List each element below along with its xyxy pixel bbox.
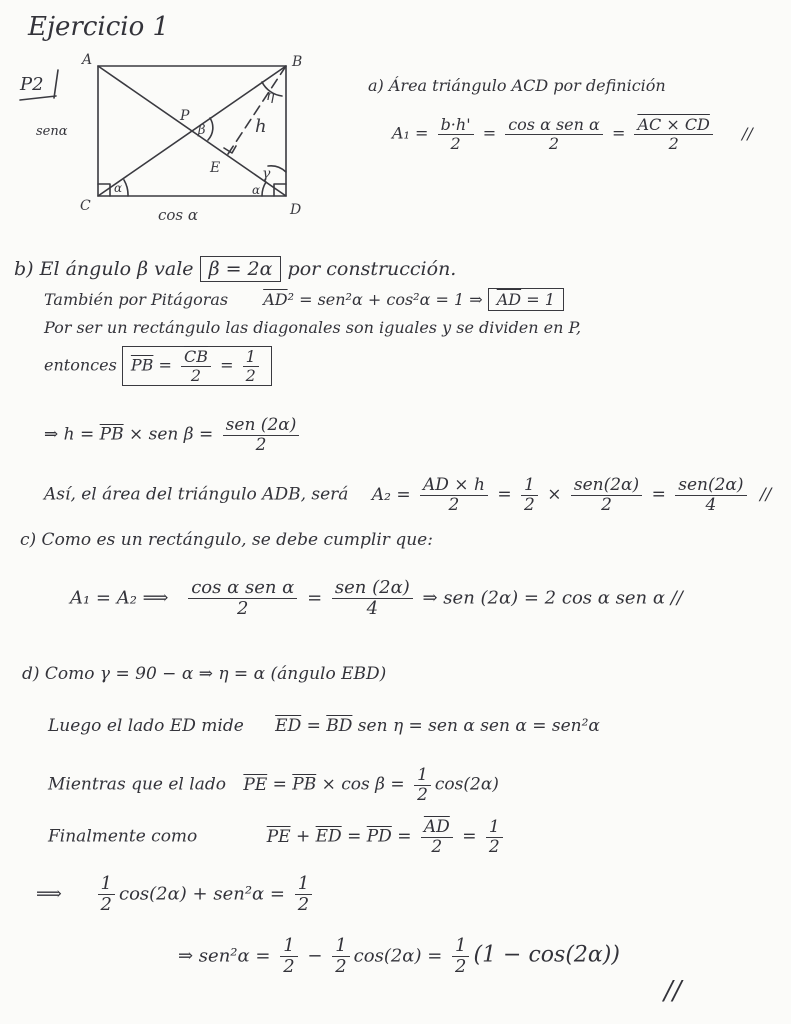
- segment-pb: $\overline{PB}$: [292, 774, 317, 795]
- segment-pb: $\overline{PB}$: [130, 355, 154, 375]
- frac-num: 1: [332, 936, 349, 957]
- final-end-mark: //: [664, 976, 682, 1006]
- frac-ad: [421, 818, 453, 856]
- angle-arc-beta: [208, 118, 213, 140]
- frac-area-3: [571, 476, 642, 514]
- end-mark: //: [759, 484, 772, 505]
- frac-den: 2: [601, 494, 612, 515]
- text: ⇒ sen²α =: [178, 945, 271, 967]
- frac-half: [243, 348, 259, 384]
- text: entonces: [44, 355, 117, 375]
- frac-den: 2: [245, 365, 256, 385]
- boxed-beta: β = 2α: [200, 256, 282, 282]
- text: =: [301, 716, 327, 736]
- frac-num: 1: [243, 348, 259, 367]
- page-title: Ejercicio 1: [28, 12, 170, 42]
- part-d-line-6: [178, 936, 620, 977]
- frac-den: 2: [455, 955, 467, 977]
- frac-half: [280, 936, 297, 977]
- frac-h: [223, 416, 300, 454]
- text: +: [290, 826, 316, 847]
- segment-ed: $\overline{ED}$: [275, 716, 302, 736]
- equals-sign: =: [158, 355, 172, 375]
- label-gamma: γ: [262, 166, 271, 182]
- margin-tag: P2: [20, 74, 44, 95]
- part-d-line-5: [36, 874, 316, 915]
- frac-num: $\overline{CB}$: [181, 348, 211, 367]
- text: × cos β =: [316, 774, 405, 795]
- frac-area-1: [420, 476, 488, 514]
- text: ×: [547, 484, 562, 505]
- text: =: [341, 826, 367, 847]
- part-b-area-line: [44, 476, 771, 514]
- label-eta: η: [266, 88, 275, 104]
- equals-sign: =: [497, 484, 512, 505]
- text: por construcción.: [287, 258, 457, 280]
- end-mark: //: [670, 587, 683, 609]
- frac-num: AC × CD: [634, 116, 712, 135]
- part-d-line-3: [48, 766, 499, 804]
- frac-num: sen(2α): [675, 476, 746, 496]
- label-p: P: [180, 108, 190, 124]
- frac-den: 2: [297, 893, 310, 915]
- label-base-cos: cos α: [158, 206, 199, 224]
- angle-arc-gamma: [268, 166, 286, 172]
- frac-den: 2: [100, 893, 112, 915]
- segment-pb: $\overline{PB}$: [99, 424, 124, 445]
- frac-den: 2: [237, 597, 249, 619]
- frac-num: 1: [98, 874, 115, 895]
- segment-ad: $\overline{AD}$: [496, 290, 522, 309]
- text: ⇒ sen (2α) = 2 cos α sen α: [422, 587, 665, 609]
- frac-den: 2: [431, 836, 443, 857]
- part-c-line-1: c) Como es un rectángulo, se debe cumplir que:: [20, 530, 433, 550]
- part-c-equation: [70, 578, 683, 619]
- part-a-formula: [392, 116, 753, 152]
- frac-half: [486, 818, 503, 856]
- label-c: C: [80, 198, 91, 214]
- frac-num: 1: [521, 476, 538, 496]
- part-a-frac-1: [438, 116, 474, 152]
- text: =: [267, 774, 293, 795]
- end-mark: //: [741, 123, 753, 143]
- label-beta: β: [198, 123, 206, 138]
- frac-num: cos α sen α: [188, 578, 297, 599]
- text: sen η = sen α sen α = sen²α: [352, 716, 600, 736]
- equals-sign: =: [462, 826, 477, 847]
- part-a-heading: a) Área triángulo ACD por definición: [368, 76, 666, 95]
- implies-arrow: ⟹: [36, 883, 62, 905]
- boxed-ad: [488, 288, 564, 311]
- angle-arc-alpha-c: [124, 180, 128, 196]
- frac-den: 2: [190, 365, 202, 385]
- part-b-line-1: [14, 256, 456, 282]
- part-b-line-4: [44, 346, 272, 386]
- text: A₁ = A₂ ⟹: [70, 587, 169, 609]
- frac-area-2: [521, 476, 538, 514]
- part-b-line-2: [44, 288, 564, 311]
- frac-den: 4: [705, 494, 717, 515]
- label-d: D: [290, 202, 302, 218]
- equals-sign: =: [651, 484, 666, 505]
- text: cos(2α): [434, 774, 499, 795]
- frac-den: 4: [366, 597, 379, 619]
- angle-arc-alpha-d: [262, 182, 266, 196]
- part-a-lhs: A₁ =: [392, 123, 429, 143]
- equals-sign: =: [482, 123, 497, 143]
- text: A₂ =: [371, 484, 411, 505]
- frac-c-2: [332, 578, 413, 619]
- frac-num: 1: [280, 936, 297, 957]
- frac-area-4: [675, 476, 746, 514]
- label-alpha-d: α: [252, 183, 261, 197]
- frac-num: 1: [486, 818, 503, 838]
- frac-c-1: [188, 578, 297, 619]
- equals-sign: =: [307, 587, 323, 609]
- frac-half: [98, 874, 115, 915]
- frac-num: sen (2α): [223, 416, 300, 436]
- part-a-frac-2: [505, 116, 603, 152]
- frac-half: [452, 936, 469, 977]
- label-a: A: [82, 52, 93, 68]
- minus-sign: −: [307, 945, 323, 967]
- segment-ad: $\overline{AD}$: [263, 290, 288, 309]
- text: × sen β =: [129, 424, 214, 445]
- label-h: h: [255, 116, 267, 137]
- frac-num: 1: [414, 766, 431, 786]
- text: b) El ángulo β vale: [14, 258, 194, 280]
- frac-num: 1: [452, 936, 469, 957]
- frac-den: 2: [668, 133, 679, 153]
- text: cos(2α) + sen²α =: [119, 883, 285, 905]
- frac-num: sen (2α): [332, 578, 413, 599]
- frac-num: b·h': [438, 116, 474, 135]
- frac-den: 2: [283, 955, 295, 977]
- part-a-frac-3: [634, 116, 712, 152]
- frac-den: 2: [255, 434, 267, 455]
- frac-den: 2: [488, 836, 500, 857]
- margin-note: senα: [36, 124, 68, 139]
- frac-num: sen(2α): [571, 476, 642, 496]
- frac-half: [295, 874, 312, 915]
- segment-pd: $\overline{PD}$: [366, 826, 392, 847]
- label-e: E: [210, 160, 221, 176]
- part-d-line-4: [48, 818, 507, 856]
- segment-pe: $\overline{PE}$: [266, 826, 291, 847]
- equals-sign: =: [611, 123, 626, 143]
- frac-den: 2: [417, 784, 428, 805]
- text: Luego el lado ED mide: [48, 716, 244, 736]
- segment-ed: $\overline{ED}$: [315, 826, 342, 847]
- text: cos(2α) =: [353, 945, 443, 967]
- part-b-h-line: [44, 416, 303, 454]
- label-b: B: [292, 54, 303, 70]
- part-d-line-2: [48, 716, 600, 736]
- text: También por Pitágoras: [44, 290, 229, 309]
- text: =: [391, 826, 412, 847]
- part-b-line-3: Por ser un rectángulo las diagonales son iguales y se dividen en P,: [44, 318, 582, 337]
- equals-sign: =: [220, 355, 234, 375]
- part-d-line-1: d) Como γ = 90 − α ⇒ η = α (ángulo EBD): [22, 664, 387, 684]
- boxed-pb: [122, 346, 272, 386]
- frac-num: $\overline{AD}$: [421, 818, 453, 838]
- text: = 1: [521, 290, 555, 309]
- frac-den: 2: [523, 494, 535, 515]
- altitude-h: [228, 66, 286, 154]
- frac-cb: [181, 348, 211, 384]
- frac-half: [332, 936, 349, 977]
- text: ⇒ h =: [44, 424, 95, 445]
- right-angle-mark-e: [224, 146, 236, 153]
- frac-den: 2: [448, 494, 460, 515]
- segment-bd: $\overline{BD}$: [326, 716, 353, 736]
- text: (1 − cos(2α)): [473, 942, 620, 968]
- label-alpha-c: α: [114, 181, 123, 195]
- frac-num: AD × h: [420, 476, 488, 496]
- text: Mientras que el lado: [48, 774, 226, 795]
- frac-half: [414, 766, 431, 804]
- frac-den: 2: [335, 955, 347, 977]
- frac-num: cos α sen α: [505, 116, 603, 135]
- frac-den: 2: [450, 133, 461, 153]
- text: Finalmente como: [48, 826, 198, 847]
- frac-den: 2: [548, 133, 560, 153]
- frac-num: 1: [295, 874, 312, 895]
- segment-pe: $\overline{PE}$: [243, 774, 268, 795]
- text: Así, el área del triángulo ADB, será: [44, 484, 349, 505]
- text: ² = sen²α + cos²α = 1 ⇒: [287, 290, 483, 309]
